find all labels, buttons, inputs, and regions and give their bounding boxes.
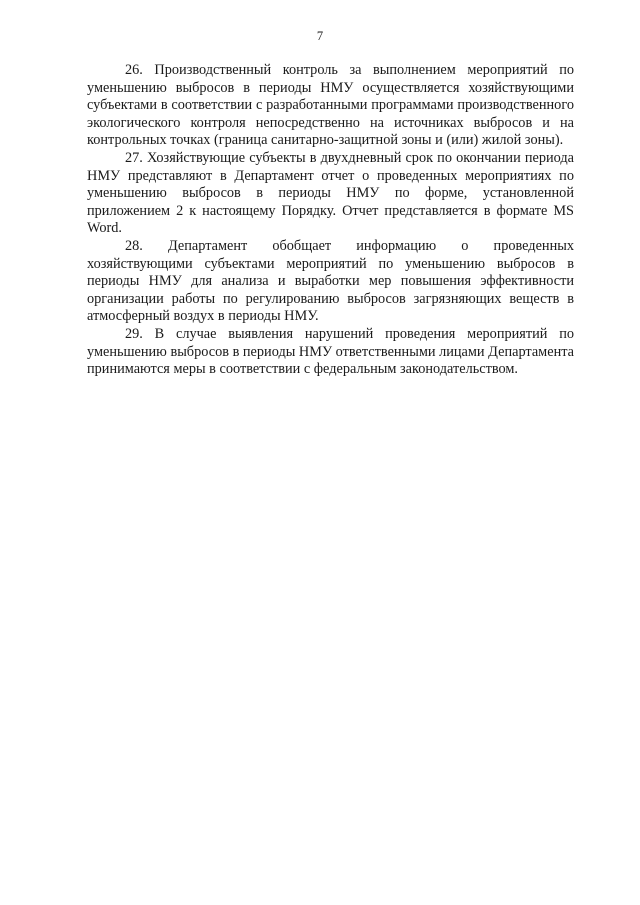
paragraph-27: 27. Хозяйствующие субъекты в двухдневный срок по окончании периода НМУ представляют в Департамент отчет о проведенных мероприятиях по уменьшению выбросов в периоды НМУ по форме, установленной приложением 2 к настоящему Порядку. Отчет представляется в формате MS Word. xyxy=(87,149,574,237)
document-body xyxy=(87,62,574,379)
paragraph-29: 29. В случае выявления нарушений проведения мероприятий по уменьшению выбросов в периоды НМУ ответственными лицами Департамента принимаются меры в соответствии с федеральным законодательством. xyxy=(87,325,574,378)
page-number: 7 xyxy=(316,29,324,43)
paragraph-26: 26. Производственный контроль за выполнением мероприятий по уменьшению выбросов в периоды НМУ осуществляется хозяйствующими субъектами в соответствии с разработанными программами производственного экологического контроля непосредственно на источниках выбросов и на контрольных точках (граница санитарно-защитной зоны и (или) жилой зоны). xyxy=(87,62,574,149)
paragraph-28: 28. Департамент обобщает информацию о проведенных хозяйствующими субъектами мероприятий по уменьшению выбросов в периоды НМУ для анализа и выработки мер повышения эффективности организации работы по регулированию выбросов загрязняющих веществ в атмосферный воздух в периоды НМУ. xyxy=(87,237,574,325)
